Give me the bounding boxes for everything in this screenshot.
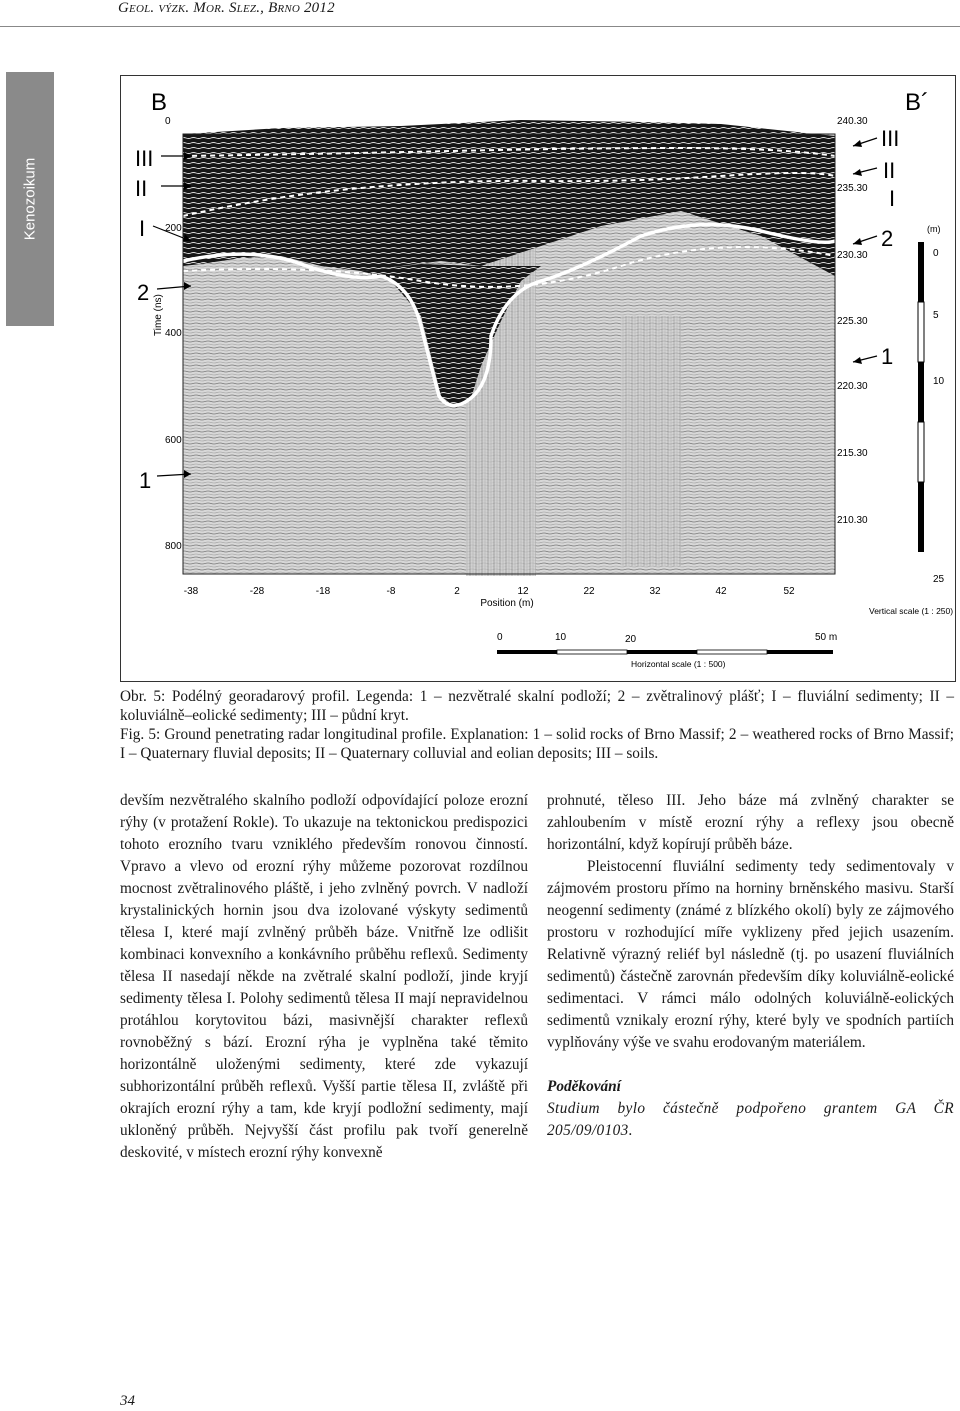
header-rule xyxy=(0,26,960,27)
left-marker-II: II xyxy=(135,176,148,201)
profile-start-label: B xyxy=(151,89,168,116)
position-tick: 52 xyxy=(783,586,795,597)
profile-end-label: B´ xyxy=(905,89,929,116)
section-tab-label: Kenozoikum xyxy=(21,157,39,241)
position-axis-label: Position (m) xyxy=(480,598,534,609)
position-tick: -8 xyxy=(386,586,396,597)
position-tick: 42 xyxy=(715,586,727,597)
horizontal-scale-tick-50: 50 m xyxy=(815,632,838,643)
position-tick: -18 xyxy=(315,586,331,597)
horizontal-scale-tick-10: 10 xyxy=(555,632,567,643)
gpr-profile-svg xyxy=(121,76,955,681)
caption-english: Fig. 5: Ground penetrating radar longitudinal profile. Explanation: 1 – solid rocks of Brno Massif; 2 – weathered rocks of Brno Massif; I – Quaternary fluvial deposits; II – Quaternary colluvial and eolian deposits; III – soils. xyxy=(120,726,954,762)
horizontal-scale-tick-0: 0 xyxy=(497,632,503,643)
time-axis-label: Time (ns) xyxy=(153,294,164,336)
vertical-scale-tick-0: 0 xyxy=(933,248,939,259)
figure-caption xyxy=(120,687,954,763)
elevation-tick: 225.30 xyxy=(837,316,868,327)
horizontal-scale-label: Horizontal scale (1 : 500) xyxy=(631,659,726,669)
horizontal-scale-bar xyxy=(497,650,833,654)
journal-header: Geol. výzk. Mor. Slez., Brno 2012 xyxy=(118,0,335,16)
right-text-column xyxy=(547,790,954,1142)
right-marker-II: II xyxy=(883,158,896,183)
gpr-profile-figure xyxy=(120,75,956,682)
right-marker-III: III xyxy=(881,126,900,151)
right-paragraph-2: Pleistocenní fluviální sedimenty tedy sedimentovaly v zájmovém prostoru přímo na horniny brněnského masivu. Starší neogenní sedimenty (známé z blízkého okolí) byly ze zájmového prostoru v rozhodující míře vyklizeny před jejich usazením. Relativně výrazný reliéf byl následně (tj. po usazení fluviálních sedimentů) částečně zarovnán především díky koluviálně-eolické sedimentaci. V rámci málo odolných koluviálně-eolických sedimentů vznikaly erozní rýhy, které byly ve spodních partiích vyplňovány výše ve svahu erodovaným materiálem. xyxy=(547,858,954,1051)
caption-czech: Obr. 5: Podélný georadarový profil. Legenda: 1 – nezvětralé skalní podloží; 2 – zvětralinový plášť; I – fluviální sedimenty; II – koluviálně–eolické sedimenty; III – půdní kryt. xyxy=(120,688,954,724)
acknowledgement-text: Studium bylo částečně podpořeno grantem GA ČR 205/09/0103. xyxy=(547,1100,954,1139)
time-tick-200: 200 xyxy=(165,223,182,234)
vertical-scale-tick-10: 10 xyxy=(933,376,945,387)
position-tick: 2 xyxy=(454,586,460,597)
vertical-scale-tick-25: 25 xyxy=(933,574,945,585)
elevation-tick: 235.30 xyxy=(837,183,868,194)
left-text-column xyxy=(120,790,528,1164)
vertical-scale-label: Vertical scale (1 : 250) xyxy=(869,606,954,616)
horizontal-scale-tick-20: 20 xyxy=(625,634,637,645)
left-marker-I: I xyxy=(139,216,146,241)
time-tick-600: 600 xyxy=(165,435,182,446)
position-tick: -28 xyxy=(249,586,265,597)
vertical-scale-bar xyxy=(918,242,924,552)
right-marker-2: 2 xyxy=(881,226,894,251)
elevation-tick: 210.30 xyxy=(837,515,868,526)
page-number: 34 xyxy=(120,1393,135,1409)
elevation-tick: 230.30 xyxy=(837,250,868,261)
left-column-text: devším nezvětralého skalního podloží odpovídající poloze erozní rýhy (v protažení Rokle). To ukazuje na tektonickou predispozici tohoto erozního tvaru vzniklého především ronovou činností. Vpravo a vlevo od erozní rýhy můžeme pozorovat rozdílnou mocnost zvětralinového pláště, i jeho zvlněný povrch. V nadloží krystalinických hornin jsou dva izolované výskyty sedimentů tělesa I, které mají zvlněný průběh báze. Vnitřně lze odlišit kombinaci konvexního a konkávního průběhu reflexů. Sedimenty tělesa II nasedají někde na zvětralé skalní podloží, jinde kryjí sedimenty tělesa I. Polohy sedimentů tělesa II mají nepravidelnou protáhlou korytovitou bázi, masivnější charakter reflexů rovnoběžný s bází. Erozní rýha je vyplněna také těmito horizontálně uloženými sedimenty, které zde vykazují subhorizontální průběh reflexů. Vyšší partie tělesa II, zvláště při okrajích erozní rýhy a tam, kde kryjí podložní sedimenty, mají ukloněný průběh. Nejvyšší část profilu pak tvoří generelně deskovité, v místech erozní rýhy konvexně xyxy=(120,792,528,1161)
elevation-tick: 215.30 xyxy=(837,448,868,459)
vertical-scale-unit: (m) xyxy=(927,224,941,234)
right-marker-I: I xyxy=(889,186,896,211)
elevation-tick: 220.30 xyxy=(837,381,868,392)
position-tick: -38 xyxy=(183,586,199,597)
section-tab xyxy=(6,72,54,326)
vertical-reflections-2 xyxy=(621,316,681,566)
vertical-scale-tick-5: 5 xyxy=(933,310,939,321)
time-tick-400: 400 xyxy=(165,328,182,339)
elevation-tick: 240.30 xyxy=(837,116,868,127)
right-paragraph-1: prohnuté, těleso III. Jeho báze má zvlněný charakter se zahloubením v místě erozní rýhy a reflexy jsou obecně horizontální, když kopírují průběh báze. xyxy=(547,792,954,853)
position-tick: 12 xyxy=(517,586,529,597)
time-tick-800: 800 xyxy=(165,541,182,552)
time-tick-0: 0 xyxy=(165,116,171,127)
acknowledgement-title: Poděkování xyxy=(547,1078,621,1095)
position-tick: 32 xyxy=(649,586,661,597)
right-marker-1: 1 xyxy=(881,344,894,369)
left-marker-1: 1 xyxy=(139,468,152,493)
position-tick: 22 xyxy=(583,586,595,597)
left-marker-2: 2 xyxy=(137,280,150,305)
left-marker-III: III xyxy=(135,146,154,171)
